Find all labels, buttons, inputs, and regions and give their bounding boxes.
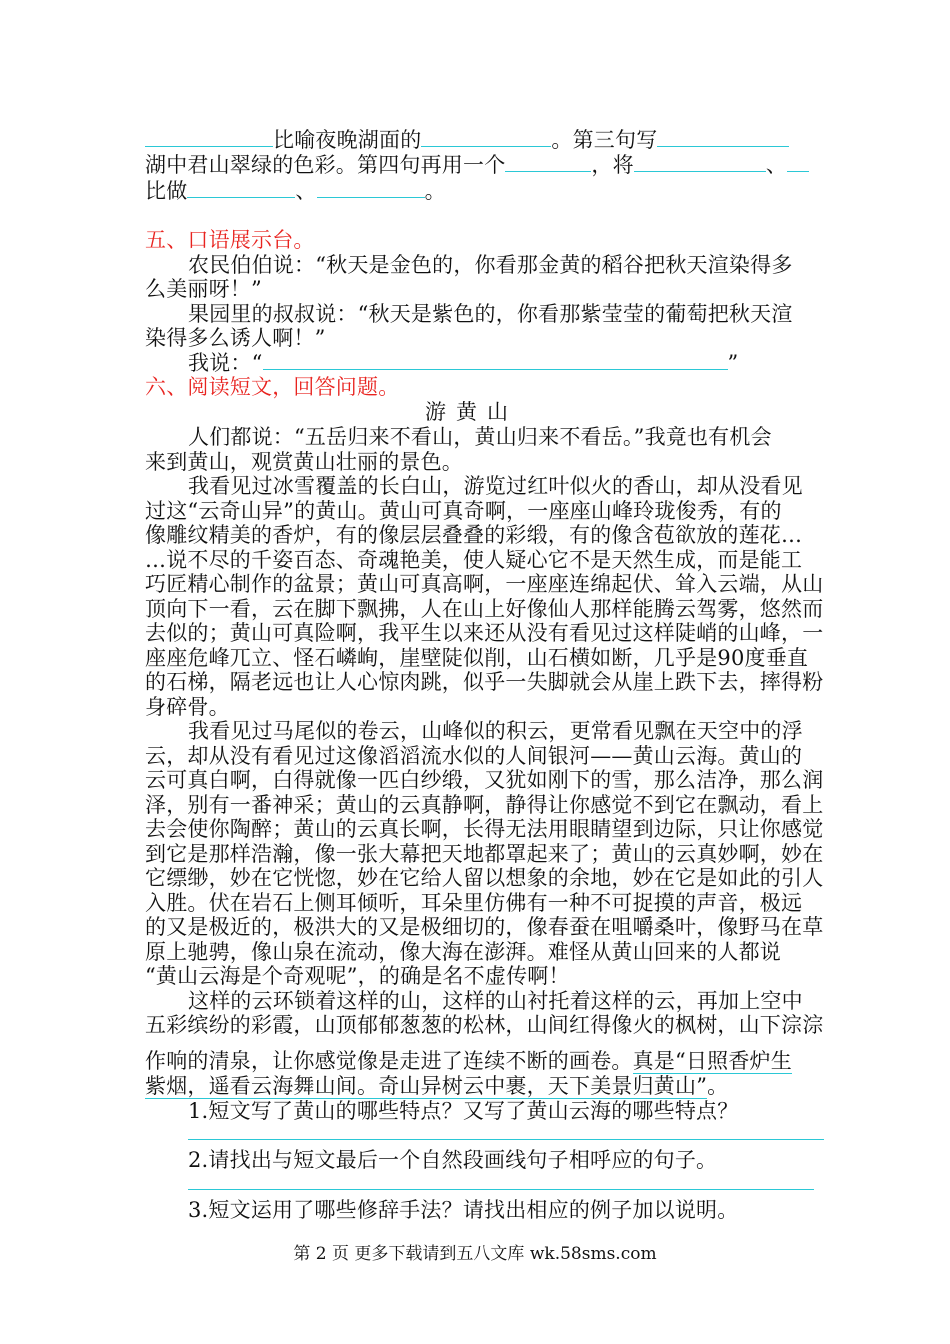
article-text: 。 xyxy=(707,1074,729,1098)
question-1: 1.短文写了黄山的哪些特点？又写了黄山云海的哪些特点？ xyxy=(188,1099,739,1123)
article-line: 顶向下一看，云在脚下飘拂，人在山上好像仙人那样能腾云驾雾，悠然而 xyxy=(145,596,824,621)
my-answer-close: ” xyxy=(727,351,739,375)
article-line: 巧匠精心制作的盆景；黄山可真高啊，一座座连绵起伏、耸入云端，从山 xyxy=(145,572,824,596)
article-line: 云可真白啊，白得就像一匹白纱缎，又犹如刚下的雪，那么洁净，那么润 xyxy=(145,768,824,792)
article-line: …说不尽的千姿百态、奇魂艳美，使人疑心它不是天然生成，而是能工 xyxy=(145,547,803,572)
section5-para1-line1: 农民伯伯说：“秋天是金色的，你看那金黄的稻谷把秋天渲染得多 xyxy=(188,253,793,277)
article-line: 五彩缤纷的彩霞，山顶郁郁葱葱的松林，山间红得像火的枫树，山下淙淙 xyxy=(145,1013,824,1037)
article-line: 云，却从没有看见过这像滔滔流水似的人间银河——黄山云海。黄山的 xyxy=(145,743,803,768)
question-3: 3.短文运用了哪些修辞手法？请找出相应的例子加以说明。 xyxy=(188,1198,739,1222)
fill-text: 比喻夜晚湖面的 xyxy=(273,128,422,152)
section6-heading: 六、阅读短文，回答问题。 xyxy=(145,375,400,399)
article-text: 作响的清泉，让你感觉像是走进了连续不断的画卷。 xyxy=(145,1049,633,1073)
fill-text: 、 xyxy=(295,179,317,203)
fill-text: 湖中君山翠绿的色彩。第四句再用一个 xyxy=(145,153,506,177)
article-line: 我看见过冰雪覆盖的长白山，游览过红叶似火的香山，却从没看见 xyxy=(188,474,803,498)
article-line: 的又是极近的，极洪大的又是极细切的，像春蚕在咀嚼桑叶，像野马在草 xyxy=(145,915,824,939)
underlined-sentence: 紫烟，遥看云海舞山间。奇山异树云中裹，天下美景归黄山” xyxy=(145,1074,708,1098)
article-line: 原上驰骋，像山泉在流动，像大海在澎湃。难怪从黄山回来的人都说 xyxy=(145,939,781,964)
underlined-sentence: 真是“日照香炉生 xyxy=(632,1049,792,1073)
fill-text: ，将 xyxy=(591,153,634,177)
article-line: 去似的；黄山可真险啊，我平生以来还从没有看见过这样陡峭的山峰，一 xyxy=(145,621,824,645)
article-last-line-1 xyxy=(145,1048,792,1074)
article-line: 来到黄山，观赏黄山壮丽的景色。 xyxy=(145,449,463,474)
answer-line-1[interactable] xyxy=(188,1139,824,1140)
section5-para2-line2: 染得多么诱人啊！” xyxy=(145,326,326,350)
answer-blank[interactable] xyxy=(421,128,551,147)
answer-blank[interactable] xyxy=(657,128,789,147)
fill-text: 比做 xyxy=(145,179,188,203)
section5-para2-line1: 果园里的叔叔说：“秋天是紫色的，你看那紫莹莹的葡萄把秋天渲 xyxy=(188,302,793,326)
fill-text: 。第三句写 xyxy=(551,128,658,152)
article-line: 它缥缈，妙在它恍惚，妙在它给人留以想象的余地，妙在它是如此的引人 xyxy=(145,866,824,890)
fill-line-3 xyxy=(145,178,446,204)
answer-blank[interactable] xyxy=(317,179,425,198)
article-line: 我看见过马尾似的卷云，山峰似的积云，更常看见飘在天空中的浮 xyxy=(188,719,803,743)
article-line: 这样的云环锁着这样的山，这样的山衬托着这样的云，再加上空中 xyxy=(188,988,803,1013)
fill-line-1 xyxy=(145,127,789,153)
my-answer-open: 我说：“ xyxy=(188,351,263,375)
answer-blank[interactable] xyxy=(187,179,295,198)
page-footer: 第 2 页 更多下载请到五八文库 wk.58sms.com xyxy=(293,1244,657,1264)
article-line: 过这“云奇山异”的黄山。黄山可真奇啊，一座座山峰玲珑俊秀，有的 xyxy=(145,498,782,523)
article-title: 游黄山 xyxy=(425,400,518,424)
my-answer-blank[interactable] xyxy=(263,351,728,370)
article-line: “黄山云海是个奇观呢”，的确是名不虚传啊！ xyxy=(145,964,570,988)
section5-heading: 五、口语展示台。 xyxy=(145,228,315,252)
section5-para1-line2: 么美丽呀！” xyxy=(145,277,262,301)
article-last-line-2 xyxy=(145,1073,728,1099)
article-line: 座座危峰兀立、怪石嶙峋，崖壁陡似削，山石横如断，几乎是90度垂直 xyxy=(145,645,809,670)
article-line: 身碎骨。 xyxy=(145,694,230,719)
article-line: 的石梯，隔老远也让人心惊肉跳，似乎一失脚就会从崖上跌下去，摔得粉 xyxy=(145,670,824,694)
fill-line-2 xyxy=(145,152,809,178)
fill-text: 、 xyxy=(765,153,788,177)
article-line: 入胜。伏在岩石上侧耳倾听，耳朵里仿佛有一种不可捉摸的声音，极远 xyxy=(145,890,803,915)
answer-blank[interactable] xyxy=(634,153,766,172)
article-line: 到它是那样浩瀚，像一张大幕把天地都罩起来了；黄山的云真妙啊，妙在 xyxy=(145,841,824,866)
fill-text: 。 xyxy=(424,179,446,203)
answer-line-2[interactable] xyxy=(188,1189,814,1190)
article-line: 人们都说：“五岳归来不看山，黄山归来不看岳。”我竟也有机会 xyxy=(188,425,772,449)
article-line: 像雕纹精美的香炉，有的像层层叠叠的彩缎，有的像含苞欲放的莲花… xyxy=(145,523,803,547)
article-line: 去会使你陶醉；黄山的云真长啊，长得无法用眼睛望到边际，只让你感觉 xyxy=(145,817,824,841)
answer-blank[interactable] xyxy=(145,128,273,147)
question-2: 2.请找出与短文最后一个自然段画线句子相呼应的句子。 xyxy=(188,1148,718,1172)
article-line: 泽，别有一番神采；黄山的云真静啊，静得让你感觉不到它在飘动，看上 xyxy=(145,792,824,817)
answer-blank[interactable] xyxy=(787,153,809,172)
answer-blank[interactable] xyxy=(505,153,591,172)
section5-my-answer xyxy=(188,350,738,376)
